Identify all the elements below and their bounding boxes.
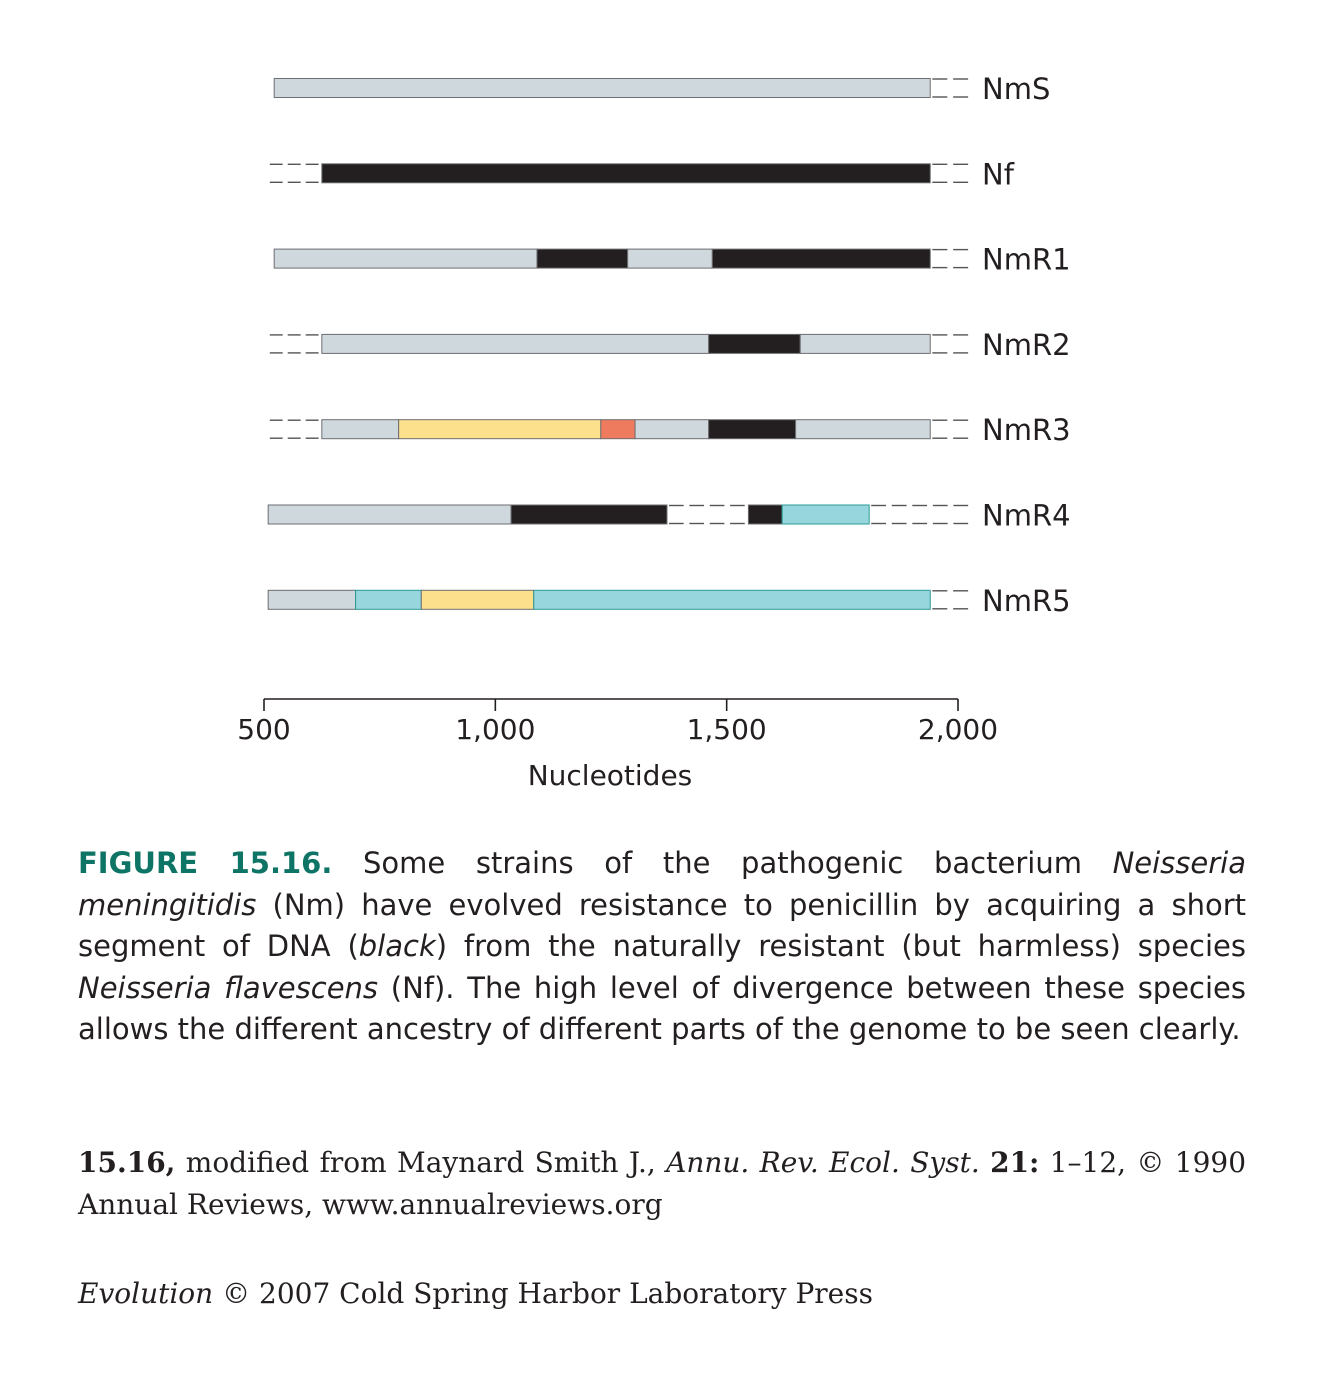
row-nmr3	[270, 413, 1071, 447]
segment-nm	[274, 249, 537, 268]
row-nmr5	[268, 584, 1070, 618]
caption-italic-color: black	[358, 929, 436, 963]
row-label-nmr4: NmR4	[982, 498, 1071, 533]
x-axis	[237, 699, 998, 792]
caption-italic-species: Neisseria meningitidis	[78, 846, 1246, 922]
caption-text: ) from the naturally resistant (but harmless) species	[435, 929, 1246, 963]
credit-text: 1–12, © 1990 Annual Reviews, www.annualreviews.org	[78, 1146, 1247, 1221]
left-dash	[270, 335, 319, 353]
tick-label: 1,000	[455, 713, 536, 746]
segment-nm	[628, 249, 713, 268]
book-title: Evolution	[78, 1277, 214, 1310]
right-dash	[871, 506, 968, 524]
tick-label: 1,500	[686, 713, 767, 746]
credit-volume: 21:	[990, 1146, 1040, 1179]
row-nmr4	[268, 499, 1070, 533]
row-label-nmr1: NmR1	[982, 242, 1071, 277]
segment-nf	[748, 505, 782, 524]
caption-text: Some strains of the pathogenic bacterium	[332, 846, 1113, 880]
segment-yellow	[421, 590, 533, 609]
row-nf	[270, 157, 1015, 191]
right-dash	[932, 591, 968, 609]
segment-nm	[800, 334, 930, 353]
segment-teal	[534, 590, 931, 609]
segment-yellow	[399, 420, 601, 439]
segment-nm	[635, 420, 709, 439]
caption-text: (Nm) have evolved resistance to penicillin by acquiring a short segment of DNA (	[78, 887, 1246, 963]
sequence-rows	[268, 72, 1070, 618]
segment-teal	[356, 590, 422, 609]
caption-text: (Nf). The high level of divergence between these species allows the different ancestry of different parts of the genome to be seen clearly.	[78, 970, 1246, 1046]
row-label-nmr2: NmR2	[982, 327, 1071, 362]
segment-nm	[322, 334, 709, 353]
left-dash	[270, 164, 319, 182]
segment-nf	[537, 249, 628, 268]
row-label-nmr5: NmR5	[982, 583, 1071, 618]
segment-nm	[274, 79, 930, 98]
credit-journal: Annu. Rev. Ecol. Syst.	[666, 1146, 980, 1179]
segment-nf	[322, 164, 930, 183]
right-dash	[932, 420, 968, 438]
left-dash	[270, 420, 319, 438]
segment-orange	[601, 420, 635, 439]
row-label-nmr3: NmR3	[982, 413, 1071, 448]
segment-teal	[782, 505, 869, 524]
segment-nm	[268, 505, 511, 524]
gap-dash	[669, 506, 745, 524]
segment-nf	[511, 505, 667, 524]
segment-nf	[709, 334, 801, 353]
right-dash	[932, 79, 968, 97]
copyright-line	[78, 1274, 873, 1314]
credit-figure-number: 15.16,	[78, 1146, 176, 1179]
row-nmr1	[274, 243, 1070, 277]
right-dash	[932, 164, 968, 182]
figure-credit	[78, 1142, 1246, 1226]
tick-label: 500	[237, 713, 291, 746]
row-label-nms: NmS	[982, 72, 1051, 106]
segment-nm	[796, 420, 931, 439]
row-nmr2	[270, 328, 1071, 362]
row-label-nf: Nf	[982, 157, 1014, 192]
x-axis-label: Nucleotides	[527, 759, 693, 792]
credit-text: modified from Maynard Smith J.,	[175, 1146, 667, 1179]
figure-label: FIGURE 15.16.	[78, 846, 333, 880]
caption-italic-species: Neisseria flavescens	[78, 970, 379, 1005]
copyright-text: © 2007 Cold Spring Harbor Laboratory Press	[213, 1277, 873, 1310]
credit-text	[980, 1146, 990, 1179]
row-nms	[274, 72, 1050, 106]
segment-nm	[268, 590, 355, 609]
right-dash	[932, 335, 968, 353]
segment-nm	[322, 420, 399, 439]
segment-nf	[712, 249, 930, 268]
segment-nf	[709, 420, 796, 439]
figure-caption	[78, 843, 1246, 1051]
right-dash	[932, 250, 968, 268]
tick-label: 2,000	[917, 713, 999, 746]
